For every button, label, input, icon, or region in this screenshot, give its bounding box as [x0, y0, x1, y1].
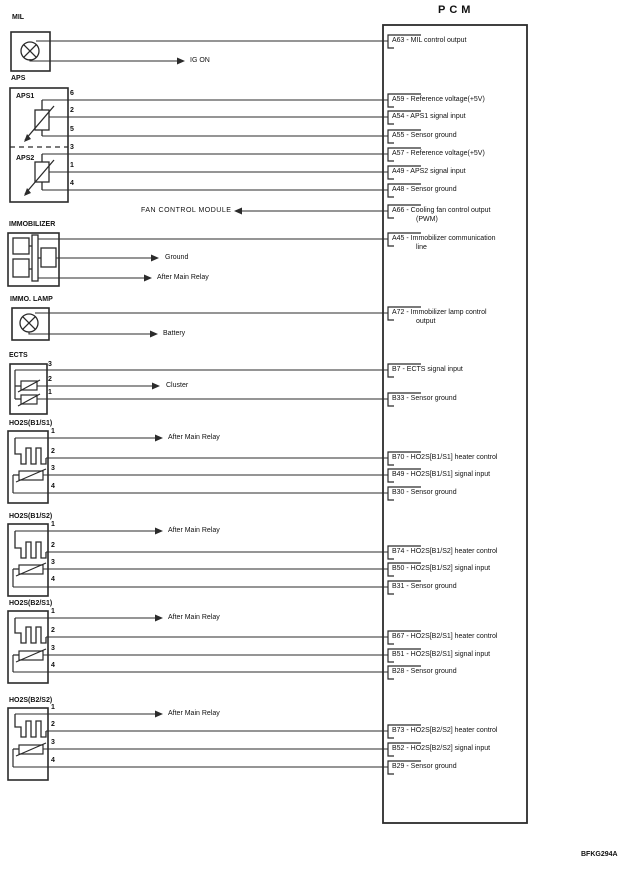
- ho2s-b2s2-component-box: [8, 708, 48, 780]
- figure-code: BFKG294A: [581, 851, 618, 858]
- pcm-pin-A59: A59 - Reference voltage(+5V): [392, 96, 485, 103]
- pin-label-line1: A72 - Immobilizer lamp control: [392, 309, 487, 316]
- heater-element-icon: [15, 618, 46, 643]
- pcm-pin-B30: B30 - Sensor ground: [392, 489, 457, 496]
- mil-label: MIL: [12, 14, 25, 21]
- lamp-icon: [21, 42, 39, 60]
- ho2s-b2s2-label: HO2S(B2/S2): [9, 697, 53, 704]
- pcm-pin-B49: B49 - HO2S[B1/S1] signal input: [392, 471, 491, 478]
- pcm-pin-terminal-icons: [388, 35, 421, 774]
- ho2s-pin-number: 2: [51, 448, 55, 455]
- pcm-pin-B51: B51 - HO2S[B2/S1] signal input: [392, 651, 491, 658]
- pcm-pin-B52: B52 - HO2S[B2/S2] signal input: [392, 745, 491, 752]
- aps-component-box: [10, 88, 68, 202]
- pcm-pin-A48: A48 - Sensor ground: [392, 186, 457, 193]
- ects-thermistor-icons: [15, 370, 40, 406]
- pin-label-line2: line: [416, 244, 427, 251]
- target-after-main-relay: After Main Relay: [168, 710, 220, 717]
- target-after-main-relay: After Main Relay: [157, 274, 209, 281]
- pcm-pin-B67: B67 - HO2S[B2/S1] heater control: [392, 633, 498, 640]
- ho2s-pin-number: 1: [51, 521, 55, 528]
- heater-element-icon: [15, 438, 46, 464]
- ects-label: ECTS: [9, 352, 28, 359]
- ects-pin-number: 1: [48, 389, 52, 396]
- ects-pin-number: 3: [48, 361, 52, 368]
- aps-pin-number: 3: [70, 144, 74, 151]
- pin-label-line1: A66 - Cooling fan control output: [392, 207, 491, 214]
- target-cluster: Cluster: [166, 382, 189, 389]
- aps-pin-number: 2: [70, 107, 74, 114]
- sensor-element-icon: [13, 649, 46, 672]
- ho2s-pin-number: 3: [51, 645, 55, 652]
- pin-label-line2: (PWM): [416, 216, 438, 223]
- pcm-pin-B70: B70 - HO2S[B1/S1] heater control: [392, 454, 498, 461]
- ho2s-pin-number: 3: [51, 559, 55, 566]
- target-fan-control-module: FAN CONTROL MODULE: [141, 207, 232, 214]
- ho2s-pin-number: 4: [51, 576, 55, 583]
- ho2s-pin-number: 2: [51, 721, 55, 728]
- sensor-element-icon: [13, 743, 46, 767]
- aps2-label: APS2: [16, 155, 35, 162]
- ho2s-pin-number: 3: [51, 739, 55, 746]
- ho2s-b1s2-component-box: [8, 524, 48, 596]
- ho2s-pin-number: 4: [51, 483, 55, 490]
- ects-pin-number: 2: [48, 376, 52, 383]
- sensor-element-icon: [13, 563, 46, 587]
- arrow-left-icon: [234, 208, 242, 215]
- ho2s-pin-number: 4: [51, 757, 55, 764]
- ho2s-pin-number: 2: [51, 542, 55, 549]
- aps-pin-number: 6: [70, 90, 74, 97]
- lamp-icon: [20, 314, 38, 332]
- ho2s-pin-number: 2: [51, 627, 55, 634]
- pcm-pin-A49: A49 - APS2 signal input: [392, 168, 466, 175]
- pcm-pin-A54: A54 - APS1 signal input: [392, 113, 466, 120]
- ho2s-b1s1-label: HO2S(B1/S1): [9, 420, 53, 427]
- target-battery: Battery: [163, 330, 186, 337]
- pcm-pin-B33: B33 - Sensor ground: [392, 395, 457, 402]
- pcm-box: [383, 25, 527, 823]
- pcm-pin-B7: B7 - ECTS signal input: [392, 366, 463, 373]
- ho2s-pin-number: 3: [51, 465, 55, 472]
- heater-element-icon: [15, 714, 46, 737]
- immo-lamp-label: IMMO. LAMP: [10, 296, 53, 303]
- pcm-pin-A57: A57 - Reference voltage(+5V): [392, 150, 485, 157]
- ho2s-b2s1-label: HO2S(B2/S1): [9, 600, 53, 607]
- target-after-main-relay: After Main Relay: [168, 527, 220, 534]
- ho2s-pin-number: 4: [51, 662, 55, 669]
- mil-component-box: [11, 32, 50, 71]
- ho2s-pin-number: 1: [51, 704, 55, 711]
- pcm-pin-B73: B73 - HO2S[B2/S2] heater control: [392, 727, 498, 734]
- pcm-pin-B29: B29 - Sensor ground: [392, 763, 457, 770]
- target-after-main-relay: After Main Relay: [168, 614, 220, 621]
- pin-label-line2: output: [416, 318, 436, 325]
- ho2s-b1s2-label: HO2S(B1/S2): [9, 513, 53, 520]
- target-ground: Ground: [165, 254, 189, 261]
- pcm-pin-B31: B31 - Sensor ground: [392, 583, 457, 590]
- pcm-pin-A66: [392, 206, 490, 224]
- pcm-pin-A72: [392, 308, 487, 326]
- aps-pin-number: 5: [70, 126, 74, 133]
- ho2s-b1s1-component-box: [8, 431, 48, 503]
- ects-component-box: [10, 364, 47, 414]
- immobilizer-label: IMMOBILIZER: [9, 221, 56, 228]
- pcm-pin-A55: A55 - Sensor ground: [392, 132, 457, 139]
- ho2s-pin-number: 1: [51, 428, 55, 435]
- aps-pin-number: 1: [70, 162, 74, 169]
- target-ig-on: IG ON: [190, 57, 210, 64]
- pcm-pin-B28: B28 - Sensor ground: [392, 668, 457, 675]
- immobilizer-connector-icon: [13, 235, 56, 281]
- aps-pin-number: 4: [70, 180, 74, 187]
- heater-element-icon: [15, 531, 46, 558]
- target-after-main-relay: After Main Relay: [168, 434, 220, 441]
- pcm-pin-B74: B74 - HO2S[B1/S2] heater control: [392, 548, 498, 555]
- pcm-pin-A63: A63 - MIL control output: [392, 37, 467, 44]
- ho2s-pin-number: 1: [51, 608, 55, 615]
- sensor-element-icon: [13, 469, 46, 493]
- pcm-pin-A45: [392, 234, 495, 252]
- aps-label: APS: [11, 75, 26, 82]
- aps1-label: APS1: [16, 93, 35, 100]
- pcm-pin-B50: B50 - HO2S[B1/S2] signal input: [392, 565, 491, 572]
- pin-label-line1: A45 - Immobilizer communication: [392, 235, 496, 242]
- pcm-title: PCM: [438, 4, 475, 16]
